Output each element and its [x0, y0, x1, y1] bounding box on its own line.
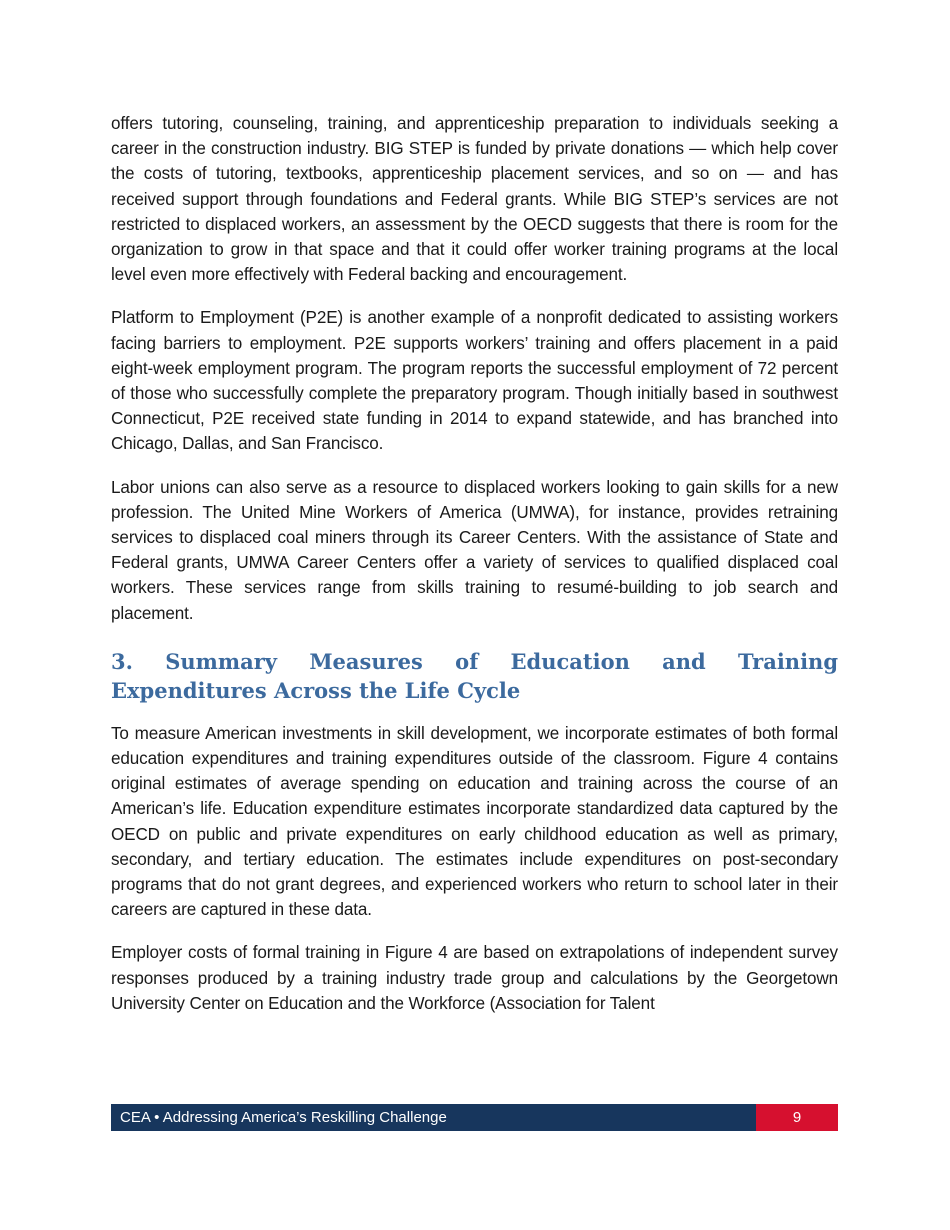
- section-heading: 3. Summary Measures of Education and Training Expenditures Across the Life Cycle: [111, 648, 838, 703]
- paragraph-measure-investments: To measure American investments in skill development, we incorporate estimates of both formal education expenditures and training expenditures outside of the classroom. Figure 4 contains original estimates of average spending on education and training across the course of an American’s life. Education expenditure estimates incorporate standardized data captured by the OECD on public and private expenditures on early childhood education as well as primary, secondary, and tertiary education. The estimates include expenditures on post-secondary programs that do not grant degrees, and experienced workers who return to school later in their careers are captured in these data.: [111, 723, 838, 920]
- paragraph-p2e: Platform to Employment (P2E) is another example of a nonprofit dedicated to assisting workers facing barriers to employment. P2E supports workers’ training and offers placement in a paid eight-week employment program. The program reports the successful employment of 72 percent of those who successfully complete the preparatory program. Though initially based in southwest Connecticut, P2E received state funding in 2014 to expand statewide, and has branched into Chicago, Dallas, and San Francisco.: [111, 308, 838, 454]
- page-body: [111, 111, 838, 1034]
- paragraph-big-step: offers tutoring, counseling, training, and apprenticeship preparation to individuals seeking a career in the construction industry. BIG STEP is funded by private donations — which help cover the costs of tutoring, textbooks, apprenticeship placement services, and so on — and has received support through foundations and Federal grants. While BIG STEP’s services are not restricted to displaced workers, an assessment by the OECD suggests that there is room for the organization to grow in that space and that it could offer worker training programs at the local level even more effectively with Federal backing and encouragement.: [111, 114, 838, 285]
- footer-title: CEA • Addressing America’s Reskilling Challenge: [120, 1109, 447, 1126]
- page-footer: [111, 1104, 838, 1131]
- paragraph-employer-costs: Employer costs of formal training in Figure 4 are based on extrapolations of independent survey responses produced by a training industry trade group and calculations by the Georgetown University Center on Education and the Workforce (Association for Talent: [111, 943, 838, 1013]
- page-number: 9: [756, 1104, 838, 1131]
- paragraph-labor-unions: Labor unions can also serve as a resource to displaced workers looking to gain skills for a new profession. The United Mine Workers of America (UMWA), for instance, provides retraining services to displaced coal miners through its Career Centers. With the assistance of State and Federal grants, UMWA Career Centers offer a variety of services to qualified displaced coal workers. These services range from skills training to resumé-building to job search and placement.: [111, 477, 838, 623]
